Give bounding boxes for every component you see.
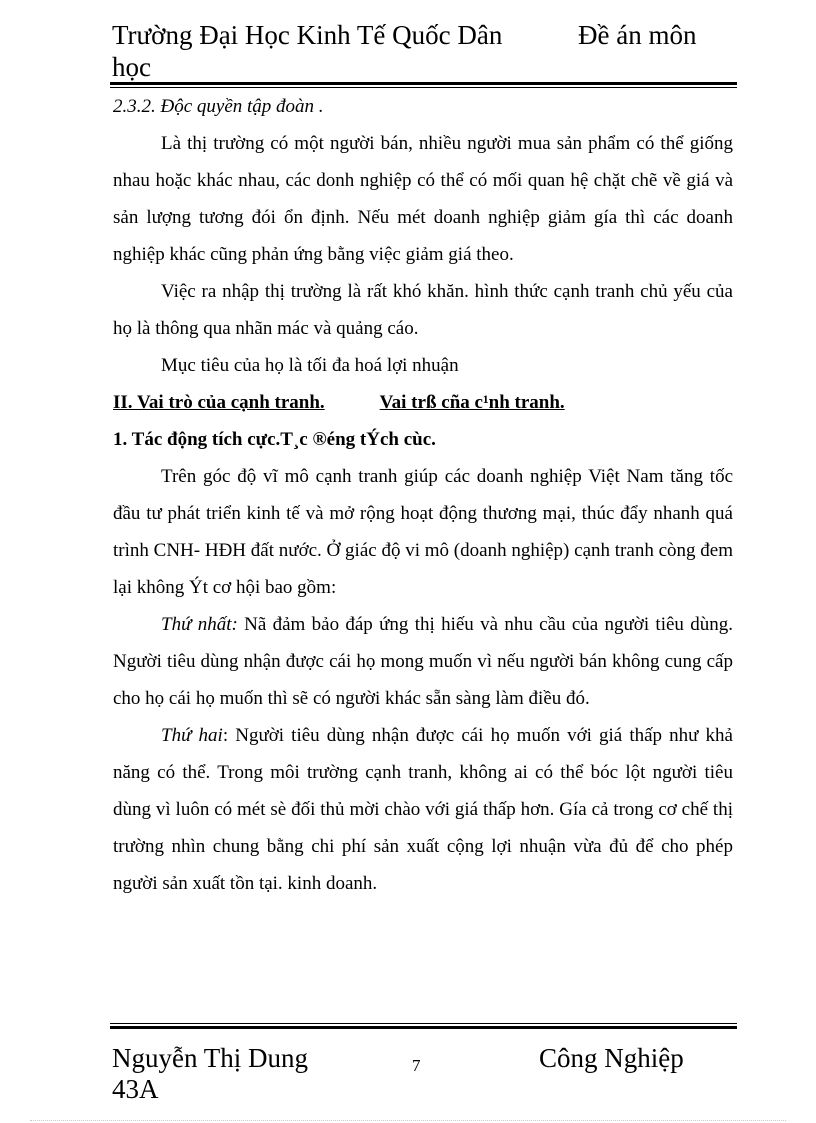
paragraph-1: Là thị trường có một người bán, nhiều người mua sản phẩm có thể giống nhau hoặc khác nhau, các donh nghiệp có thể có mối quan hệ chặt chẽ về giá và sản lượng tương đói ổn định. Nếu mét doanh nghiệp giảm gía thì các doanh nghiệp khác cũng phản ứng bằng việc giảm giá theo. bbox=[113, 133, 733, 265]
footer-class: 43A bbox=[112, 1074, 159, 1104]
section-heading: 2.3.2. Độc quyền tập đoàn . bbox=[113, 96, 324, 117]
paragraph-3: Mục tiêu của họ là tối đa hoá lợi nhuận bbox=[161, 355, 459, 376]
footer-author-name: Nguyễn Thị Dung bbox=[112, 1043, 308, 1073]
paragraph-4: Trên góc độ vĩ mô cạnh tranh giúp các doanh nghiệp Việt Nam tăng tốc đầu tư phát triển kinh tế và mở rộng hoạt động thương mại, thúc đẩy nhanh quá trình CNH- HĐH đất nước. Ở giác độ vi mô (doanh nghiệp) cạnh tranh còng đem lại không Ýt cơ hội bao gồm: bbox=[113, 466, 733, 598]
paragraph-5-lead: Thứ nhất: bbox=[161, 614, 238, 635]
paragraph-2: Việc ra nhập thị trường là rất khó khăn. hình thức cạnh tranh chủ yếu của họ là thông qua nhãn mác và quảng cáo. bbox=[113, 281, 733, 339]
footer-department: Công Nghiệp bbox=[539, 1043, 684, 1073]
paragraph-6-text: : Người tiêu dùng nhận được cái họ muốn với giá thấp như khả năng có thể. Trong môi trường cạnh tranh, không ai có thể bóc lột người tiêu dùng vì luôn có mét sè đối thủ mời chào với giá thấp hơn. Gía cả trong cơ chế thị trường nhìn chung bằng chi phí sản xuất cộng lợi nhuận vừa đủ để cho phép người sản xuất tồn tại. kinh doanh. bbox=[113, 725, 733, 894]
paragraph-6-lead: Thứ hai bbox=[161, 725, 223, 746]
footer-rule-thin bbox=[110, 1023, 737, 1024]
page-edge-divider bbox=[30, 1120, 786, 1121]
paragraph-5 bbox=[113, 606, 733, 717]
footer-author bbox=[112, 1043, 308, 1105]
header-rule-thick bbox=[110, 82, 737, 85]
header-subject: Đề án môn bbox=[578, 20, 697, 50]
heading-role-of-competition bbox=[113, 384, 733, 421]
paragraph-6 bbox=[113, 717, 733, 902]
heading-role-b: Vai trß cña c¹nh tranh. bbox=[379, 392, 565, 413]
paragraph-5-text: Nã đảm bảo đáp ứng thị hiếu và nhu cầu của người tiêu dùng. Người tiêu dùng nhận được cái họ mong muốn vì nếu người bán không cung cấp cho họ cái họ muốn thì sẽ có người khác sẵn sàng làm điều đó. bbox=[113, 614, 733, 709]
page-number: 7 bbox=[412, 1056, 421, 1075]
heading-positive-impact: 1. Tác động tích cực.T¸c ®éng tÝch cùc. bbox=[113, 429, 436, 450]
header-school: Trường Đại Học Kinh Tế Quốc Dân bbox=[112, 20, 503, 50]
footer-rule-thick bbox=[110, 1026, 737, 1029]
page-body bbox=[113, 88, 733, 902]
heading-role-a: II. Vai trò của cạnh tranh. bbox=[113, 392, 325, 413]
header-subject-cont: học bbox=[112, 52, 151, 82]
